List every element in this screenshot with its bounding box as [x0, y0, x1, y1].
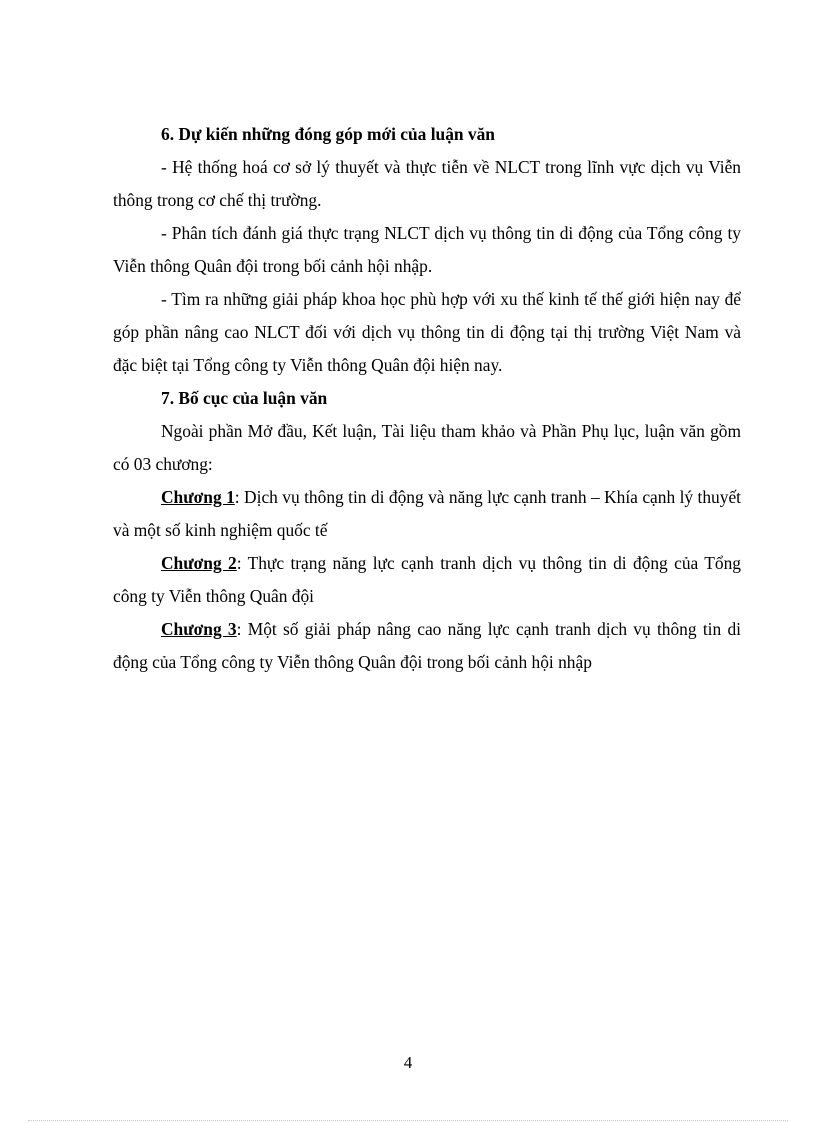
page-number: 4 — [403, 1053, 413, 1072]
chapter-3-label: Chương 3 — [161, 619, 237, 639]
chapter-2-description: : Thực trạng năng lực cạnh tranh dịch vụ thông tin di động của Tổng công ty Viễn thông Quân đội — [113, 553, 741, 606]
section-6-item-2: - Phân tích đánh giá thực trạng NLCT dịch vụ thông tin di động của Tổng công ty Viễn thông Quân đội trong bối cảnh hội nhập. — [113, 223, 741, 276]
section-6-item-1: - Hệ thống hoá cơ sở lý thuyết và thực tiễn về NLCT trong lĩnh vực dịch vụ Viễn thông trong cơ chế thị trường. — [113, 157, 741, 210]
chapter-3-description: : Một số giải pháp nâng cao năng lực cạnh tranh dịch vụ thông tin di động của Tổng công ty Viễn thông Quân đội trong bối cảnh hội nhập — [113, 619, 741, 672]
section-6-item-3: - Tìm ra những giải pháp khoa học phù hợp với xu thế kinh tế thế giới hiện nay để góp phần nâng cao NLCT đối với dịch vụ thông tin di động tại thị trường Việt Nam và đặc biệt tại Tổng công ty Viễn thông Quân đội hiện nay. — [113, 289, 741, 375]
section-7-heading: 7. Bố cục của luận văn — [161, 388, 328, 408]
section-6-heading: 6. Dự kiến những đóng góp mới của luận văn — [161, 124, 495, 144]
chapter-1-label: Chương 1 — [161, 487, 235, 507]
chapter-1-description: : Dịch vụ thông tin di động và năng lực cạnh tranh – Khía cạnh lý thuyết và một số kinh nghiệm quốc tế — [113, 487, 741, 540]
section-7-intro: Ngoài phần Mở đầu, Kết luận, Tài liệu tham khảo và Phần Phụ lục, luận văn gồm có 03 chương: — [113, 421, 741, 474]
chapter-1-paragraph — [113, 481, 741, 547]
chapter-2-label: Chương 2 — [161, 553, 237, 573]
page-bottom-divider — [28, 1120, 788, 1121]
page-content — [113, 118, 741, 679]
chapter-3-paragraph — [113, 613, 741, 679]
chapter-2-paragraph — [113, 547, 741, 613]
